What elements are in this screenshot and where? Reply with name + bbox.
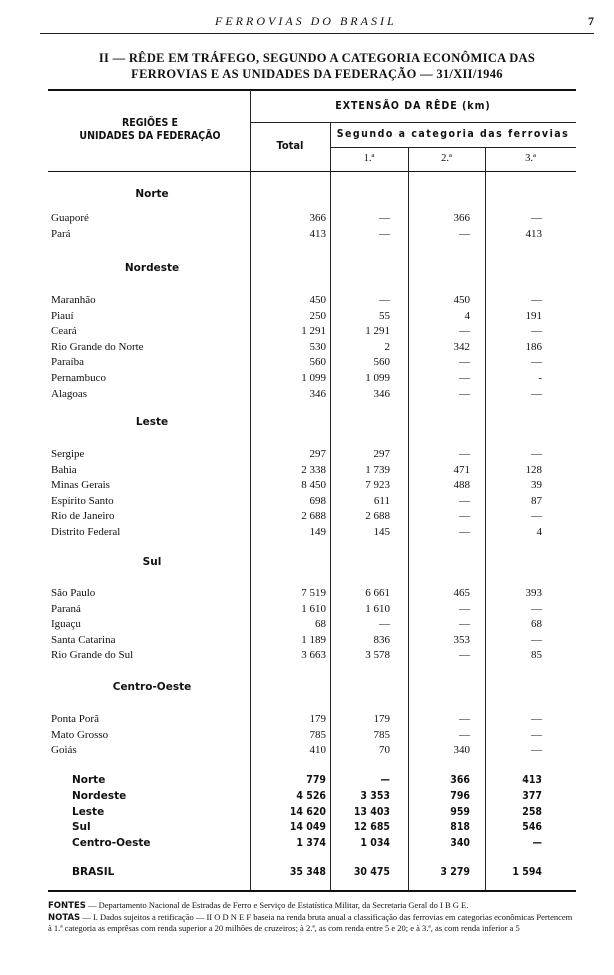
row-name: Nordeste (72, 790, 127, 802)
row-name: Pernambuco (51, 372, 106, 384)
cell-cat3: — (531, 356, 542, 368)
row-name: Paraíba (51, 356, 84, 368)
cell-total: 14 049 (289, 821, 326, 833)
cell-cat3: 68 (531, 618, 542, 630)
region-heading-leste: Leste (135, 416, 169, 428)
cell-cat1: 1 291 (365, 325, 390, 337)
title-line-1: II — RÊDE EM TRÁFEGO, SEGUNDO A CATEGORIA ECONÔMICA DAS (98, 51, 536, 65)
region-heading-norte: Norte (135, 188, 169, 200)
table-row (0, 325, 614, 340)
cell-cat3: 128 (525, 464, 542, 476)
fontes-text: — Departamento Nacional de Estradas de Ferro e Serviço de Estatística Militar, da Secretaria Geral do I B G E. (88, 900, 469, 910)
summary-row (0, 790, 614, 805)
summary-row (0, 774, 614, 789)
cat2-header: 2.ª (441, 153, 452, 164)
cell-cat3: — (531, 634, 542, 646)
cat1-header: 1.ª (363, 153, 375, 164)
cell-total: 3 663 (301, 649, 326, 661)
cell-cat1: 297 (373, 448, 390, 460)
row-name: Sul (72, 821, 91, 833)
cell-cat2: 4 (464, 310, 470, 322)
cell-cat2: 450 (453, 294, 470, 306)
cell-total: 250 (309, 310, 326, 322)
cell-cat3: — (532, 837, 542, 849)
table-bottom-rule (48, 890, 576, 892)
extensao-header: EXTENSÃO DA RÊDE (km) (335, 100, 491, 112)
cell-total: 14 620 (289, 806, 326, 818)
table-row (0, 713, 614, 728)
footnote-notas (48, 912, 576, 933)
cell-total: 1 189 (301, 634, 326, 646)
table-row (0, 603, 614, 618)
header-divider (40, 33, 594, 34)
cell-cat2: — (459, 388, 470, 400)
cell-cat3: — (531, 729, 542, 741)
row-name: Ceará (51, 325, 77, 337)
cell-cat1: — (379, 618, 390, 630)
row-name: Goiás (51, 744, 77, 756)
cell-total: 779 (306, 774, 326, 786)
row-name: Leste (72, 806, 105, 818)
table-row (0, 388, 614, 403)
cell-cat3: — (531, 294, 542, 306)
table-row (0, 479, 614, 494)
cell-total: 560 (309, 356, 326, 368)
cell-cat1: 1 610 (365, 603, 390, 615)
row-name: Pará (51, 228, 71, 240)
cell-cat3: — (531, 603, 542, 615)
table-top-rule (48, 89, 576, 91)
cell-cat3: 258 (522, 806, 542, 818)
cell-cat3: 413 (525, 228, 542, 240)
row-name: Distrito Federal (51, 526, 121, 538)
cell-total: 4 526 (296, 790, 326, 802)
cell-total: 346 (309, 388, 326, 400)
cell-cat2: — (459, 372, 470, 384)
row-name: Rio Grande do Sul (51, 649, 134, 661)
table-row (0, 212, 614, 227)
cell-cat3: — (531, 388, 542, 400)
cell-cat2: — (459, 510, 470, 522)
region-heading-sul: Sul (142, 556, 162, 568)
table-row (0, 649, 614, 664)
row-name: Rio Grande do Norte (51, 341, 144, 353)
cell-cat1: — (380, 774, 390, 786)
stub-header-line-2: UNIDADES DA FEDERAÇÃO (79, 130, 221, 142)
cell-cat3: 4 (536, 526, 542, 538)
cell-cat2: — (459, 649, 470, 661)
cell-cat2: 353 (453, 634, 470, 646)
cell-cat1: 7 923 (365, 479, 390, 491)
cell-total: 1 610 (301, 603, 326, 615)
table-row (0, 618, 614, 633)
cell-total: 785 (309, 729, 326, 741)
cell-cat3: 393 (525, 587, 542, 599)
cell-cat1: 3 353 (360, 790, 390, 802)
table-row (0, 495, 614, 510)
cell-cat2: 959 (450, 806, 470, 818)
cell-total: 410 (309, 744, 326, 756)
cell-cat2: — (459, 356, 470, 368)
table-row (0, 464, 614, 479)
cell-cat2: — (459, 729, 470, 741)
cell-cat3: — (531, 212, 542, 224)
cell-cat3: 1 594 (512, 866, 542, 878)
row-name: Maranhão (51, 294, 96, 306)
table-row (0, 526, 614, 541)
row-name: Piauí (51, 310, 74, 322)
cell-cat1: 30 475 (353, 866, 390, 878)
table-row (0, 310, 614, 325)
cell-total: 530 (309, 341, 326, 353)
summary-row (0, 806, 614, 821)
cell-cat3: — (531, 325, 542, 337)
row-name: Centro-Oeste (72, 837, 151, 849)
header-bottom-rule (48, 171, 576, 172)
cell-cat1: — (379, 228, 390, 240)
cell-total: 1 099 (301, 372, 326, 384)
cell-cat3: — (531, 713, 542, 725)
header-rule-1 (250, 122, 576, 123)
summary-row (0, 866, 614, 881)
notas-text: — I. Dados sujeitos a retificação — II O D N E F baseia na renda bruta anual a classificação das ferrovias em categorias econômicas Pertencem à 1.ª categoria as emprêsas com renda superior a 20 milhões de cruzeiros; à 2.ª, as com renda entre 5 e 20; e à 3.ª, as com renda inferior a 5 (48, 912, 573, 933)
cell-cat3: — (531, 744, 542, 756)
cell-cat3: 85 (531, 649, 542, 661)
cell-total: 1 374 (296, 837, 326, 849)
cell-cat2: — (459, 228, 470, 240)
row-name: Rio de Janeiro (51, 510, 115, 522)
region-heading-centro-oeste: Centro-Oeste (112, 681, 192, 693)
cell-total: 366 (309, 212, 326, 224)
cell-cat2: — (459, 448, 470, 460)
table-row (0, 228, 614, 243)
cell-cat1: 346 (373, 388, 390, 400)
table-row (0, 587, 614, 602)
cell-cat1: 55 (379, 310, 390, 322)
cell-cat2: — (459, 325, 470, 337)
table-row (0, 294, 614, 309)
cell-cat1: 560 (373, 356, 390, 368)
cell-cat1: 3 578 (365, 649, 390, 661)
table-row (0, 510, 614, 525)
cell-cat1: — (379, 294, 390, 306)
cell-cat1: 2 688 (365, 510, 390, 522)
row-name: São Paulo (51, 587, 96, 599)
row-name: Sergipe (51, 448, 85, 460)
cell-cat2: 818 (450, 821, 470, 833)
cell-cat2: 340 (450, 837, 470, 849)
row-name: Santa Catarina (51, 634, 116, 646)
cell-cat2: 3 279 (440, 866, 470, 878)
summary-row (0, 837, 614, 852)
cell-total: 698 (309, 495, 326, 507)
cell-cat3: 413 (522, 774, 542, 786)
cell-cat2: — (459, 713, 470, 725)
cell-cat3: 87 (531, 495, 542, 507)
cell-total: 450 (309, 294, 326, 306)
cell-total: 68 (315, 618, 326, 630)
row-name: Alagoas (51, 388, 88, 400)
cell-cat3: - (538, 372, 542, 384)
cell-cat2: 366 (453, 212, 470, 224)
cat3-header: 3.ª (525, 153, 536, 164)
cell-cat1: 12 685 (353, 821, 390, 833)
stub-header-line-1: REGIÕES E (121, 117, 179, 129)
cell-total: 297 (309, 448, 326, 460)
header-rule-2 (330, 147, 576, 148)
table-row (0, 356, 614, 371)
cell-total: 149 (309, 526, 326, 538)
cell-cat1: 145 (373, 526, 390, 538)
summary-row (0, 821, 614, 836)
title-line-2: FERROVIAS E AS UNIDADES DA FEDERAÇÃO — 31/XII/1946 (131, 67, 503, 81)
cell-cat2: 465 (453, 587, 470, 599)
cell-cat1: 13 403 (353, 806, 390, 818)
cell-cat2: — (459, 603, 470, 615)
table-row (0, 744, 614, 759)
cell-total: 413 (309, 228, 326, 240)
cell-cat3: — (531, 448, 542, 460)
cell-cat2: — (459, 618, 470, 630)
cell-cat1: 836 (373, 634, 390, 646)
total-header: Total (276, 139, 304, 152)
row-name: Mato Grosso (51, 729, 109, 741)
cell-cat2: 471 (453, 464, 470, 476)
running-title: FERROVIAS DO BRASIL (215, 14, 397, 28)
cell-cat1: 2 (384, 341, 390, 353)
cell-cat1: 785 (373, 729, 390, 741)
row-name: Paraná (51, 603, 81, 615)
region-heading-nordeste: Nordeste (124, 262, 180, 274)
segundo-header: Segundo a categoria das ferrovias (336, 128, 570, 140)
cell-cat3: 191 (525, 310, 542, 322)
cell-cat2: 340 (453, 744, 470, 756)
cell-total: 1 291 (301, 325, 326, 337)
row-name: Espírito Santo (51, 495, 114, 507)
fontes-label: FONTES (48, 901, 86, 911)
cell-total: 8 450 (301, 479, 326, 491)
row-name: Minas Gerais (51, 479, 110, 491)
cell-cat3: — (531, 510, 542, 522)
cell-cat1: 179 (373, 713, 390, 725)
row-name: Iguaçu (51, 618, 81, 630)
page-number: 7 (588, 14, 594, 28)
notas-label: NOTAS (48, 913, 81, 923)
stub-header (60, 117, 240, 143)
table-title (40, 50, 594, 82)
cell-cat1: 6 661 (365, 587, 390, 599)
row-name: Bahia (51, 464, 77, 476)
cell-cat1: 1 099 (365, 372, 390, 384)
table-row (0, 634, 614, 649)
row-name: BRASIL (72, 866, 115, 878)
cell-cat2: 488 (453, 479, 470, 491)
cell-cat2: 796 (450, 790, 470, 802)
row-name: Ponta Porã (51, 713, 99, 725)
footnote-fontes (48, 900, 576, 911)
table-row (0, 341, 614, 356)
cell-total: 7 519 (301, 587, 326, 599)
cell-cat1: 1 034 (360, 837, 390, 849)
cell-total: 35 348 (289, 866, 326, 878)
cell-cat1: 1 739 (365, 464, 390, 476)
cell-cat2: — (459, 526, 470, 538)
cell-cat3: 186 (525, 341, 542, 353)
cell-cat2: 366 (450, 774, 470, 786)
cell-cat3: 546 (522, 821, 542, 833)
cell-cat2: 342 (453, 341, 470, 353)
cell-cat1: 611 (373, 495, 390, 507)
cell-cat1: — (379, 212, 390, 224)
cell-cat3: 377 (522, 790, 542, 802)
cell-cat1: 70 (379, 744, 390, 756)
cell-cat2: — (459, 495, 470, 507)
table-row (0, 729, 614, 744)
row-name: Guaporé (51, 212, 89, 224)
cell-total: 2 338 (301, 464, 326, 476)
row-name: Norte (72, 774, 106, 786)
cell-total: 2 688 (301, 510, 326, 522)
table-row (0, 448, 614, 463)
cell-cat3: 39 (531, 479, 542, 491)
cell-total: 179 (309, 713, 326, 725)
table-row (0, 372, 614, 387)
